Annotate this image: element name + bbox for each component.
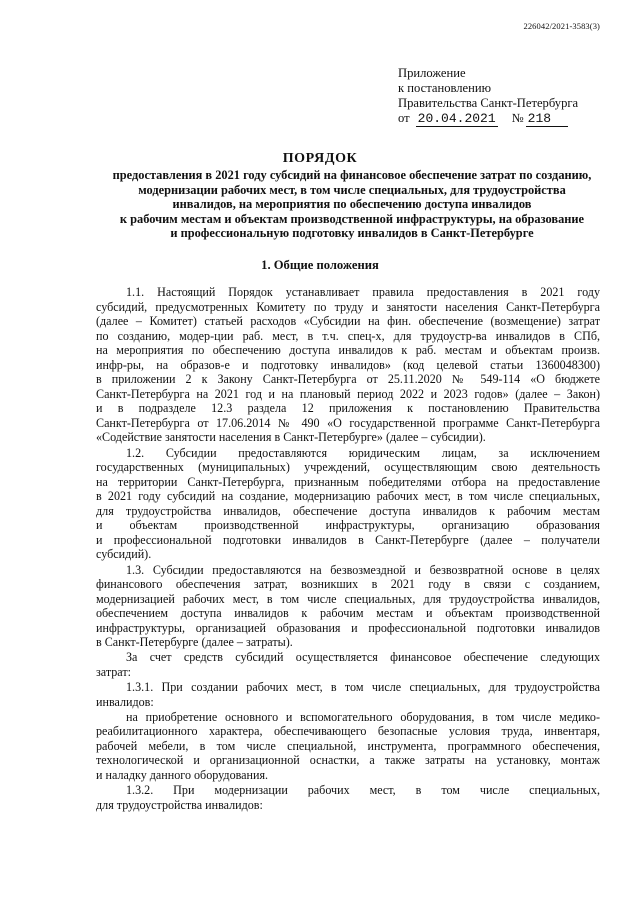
paragraph-line: на территории Санкт-Петербурга, признанным победителями отбора на предоставление bbox=[96, 474, 600, 489]
document-subtitle bbox=[96, 168, 608, 241]
document-number: 226042/2021-3583(3) bbox=[523, 21, 600, 31]
paragraph-line: 1.3.2. При модернизации рабочих мест, в том числе специальных, bbox=[126, 783, 600, 798]
paragraph-line: по созданию, модер-ции раб. мест, в т.ч. спец-х, для трудоустр-ва инвалидов в СПб, bbox=[96, 328, 600, 343]
resolution-date: 20.04.2021 bbox=[417, 111, 496, 126]
appendix-line-1: Приложение bbox=[398, 66, 466, 80]
appendix-block bbox=[398, 66, 578, 127]
resolution-number: 218 bbox=[526, 112, 568, 127]
paragraph-line: «Содействие занятости населения в Санкт-Петербурге» (далее – субсидии). bbox=[96, 430, 486, 445]
paragraph-line: для трудоустройства инвалидов, обеспечение доступа инвалидов к рабочим местам bbox=[96, 503, 600, 518]
section-heading: 1. Общие положения bbox=[261, 258, 379, 272]
paragraph bbox=[96, 783, 600, 812]
subtitle-line: инвалидов, на мероприятия по обеспечению доступа инвалидов bbox=[172, 197, 532, 212]
paragraph-line: 1.2. Субсидии предоставляются юридическим лицам, за исключением bbox=[126, 445, 600, 460]
subtitle-line: модернизации рабочих мест, в том числе специальных, для трудоустройства bbox=[138, 182, 566, 197]
paragraph-line: субсидий). bbox=[96, 547, 152, 562]
paragraph-line: 1.1. Настоящий Порядок устанавливает правила предоставления в 2021 году bbox=[126, 285, 600, 299]
paragraph-line: субсидий, предусмотренных Комитету по труду и занятости населения Санкт-Петербурга bbox=[96, 299, 600, 314]
paragraph-line: технологической и организационной оснастки, а также затраты на установку, монтаж bbox=[96, 753, 600, 768]
paragraph bbox=[96, 650, 600, 679]
paragraph bbox=[96, 710, 600, 783]
paragraph-line: и объектам производственной инфраструктуры, организацию образования bbox=[96, 518, 600, 533]
document-body bbox=[96, 285, 600, 813]
paragraph-line: на мероприятия по обеспечению доступа инвалидов к раб. местам и объектам произв. bbox=[96, 343, 600, 358]
paragraph-line: и профессиональной подготовки инвалидов в Санкт-Петербурге (далее – получатели bbox=[96, 532, 600, 547]
appendix-line-3: Правительства Санкт-Петербурга bbox=[398, 96, 579, 110]
paragraph-line: финансового обеспечения затрат, возникших в 2021 году в связи с созданием, bbox=[96, 577, 600, 592]
appendix-line-2: к постановлению bbox=[398, 81, 492, 95]
paragraph-line: в 2021 году субсидий на создание, модернизацию рабочих мест, в том числе специальных, bbox=[96, 489, 600, 504]
paragraph-line: обеспечением доступа инвалидов к рабочим местам и объектам производственной bbox=[96, 606, 600, 621]
paragraph-line: и наладку данного оборудования. bbox=[96, 768, 269, 783]
paragraph bbox=[96, 285, 600, 445]
paragraph-line: инфраструктуры, организацией образования и профессиональной подготовки инвалидов bbox=[96, 620, 600, 635]
paragraph-line: модернизацией рабочих мест, в том числе специальных, для трудоустройства инвалидов, bbox=[96, 591, 600, 606]
paragraph-line: на приобретение основного и вспомогательного оборудования, в том числе медико- bbox=[126, 709, 600, 724]
paragraph bbox=[96, 563, 600, 650]
paragraph-line: 1.3. Субсидии предоставляются на безвозмездной и безвозвратной основе в целях bbox=[126, 562, 600, 577]
paragraph-line: реабилитационного характера, обеспечивающего безопасные условия труда, инвентаря, bbox=[96, 724, 600, 739]
paragraph bbox=[96, 680, 600, 709]
paragraph-line: и в подразделе 12.3 раздела 12 приложения к постановлению Правительства bbox=[96, 401, 600, 416]
paragraph-line: рабочей мебели, в том числе специальной, инструмента, программного обеспечения, bbox=[96, 738, 600, 753]
paragraph-line: инвалидов: bbox=[96, 694, 154, 709]
paragraph-line: 1.3.1. При создании рабочих мест, в том числе специальных, для трудоустройства bbox=[126, 680, 600, 695]
subtitle-line: и профессиональную подготовку инвалидов в Санкт-Петербурге bbox=[170, 226, 534, 241]
subtitle-line: к рабочим местам и объектам производственной инфраструктуры, на образование bbox=[119, 211, 585, 226]
number-prefix: № bbox=[511, 111, 524, 125]
document-title: ПОРЯДОК bbox=[282, 151, 358, 166]
subtitle-line: предоставления в 2021 году субсидий на финансовое обеспечение затрат по созданию, bbox=[112, 168, 592, 182]
paragraph-line: Санкт-Петербурга на 2021 год и на плановый период 2022 и 2023 годов» (далее – Закон) bbox=[96, 386, 600, 401]
paragraph-line: для трудоустройства инвалидов: bbox=[96, 797, 263, 812]
appendix-date-line bbox=[398, 111, 578, 127]
paragraph-line: Санкт-Петербурга от 17.06.2014 № 490 «О государственной программе Санкт-Петербурга bbox=[96, 415, 600, 430]
paragraph-line: затрат: bbox=[96, 665, 132, 679]
paragraph-line: За счет средств субсидий осуществляется финансовое обеспечение следующих bbox=[126, 650, 600, 665]
paragraph-line: инфр-ры, на образов-е и подготовку инвалидов» (код целевой статьи 1360048300) bbox=[96, 357, 600, 372]
paragraph-line: (далее – Комитет) статьей расходов «Субсидии на фин. обеспечение (возмещение) затрат bbox=[96, 314, 600, 329]
paragraph-line: государственных (муниципальных) учреждений, осуществляющим свою деятельность bbox=[96, 460, 600, 475]
paragraph-line: в приложении 2 к Закону Санкт-Петербурга от 25.11.2020 № 549-114 «О бюджете bbox=[96, 372, 600, 387]
paragraph bbox=[96, 446, 600, 562]
paragraph-line: в Санкт-Петербурге (далее – затраты). bbox=[96, 635, 293, 650]
date-prefix: от bbox=[398, 111, 410, 125]
